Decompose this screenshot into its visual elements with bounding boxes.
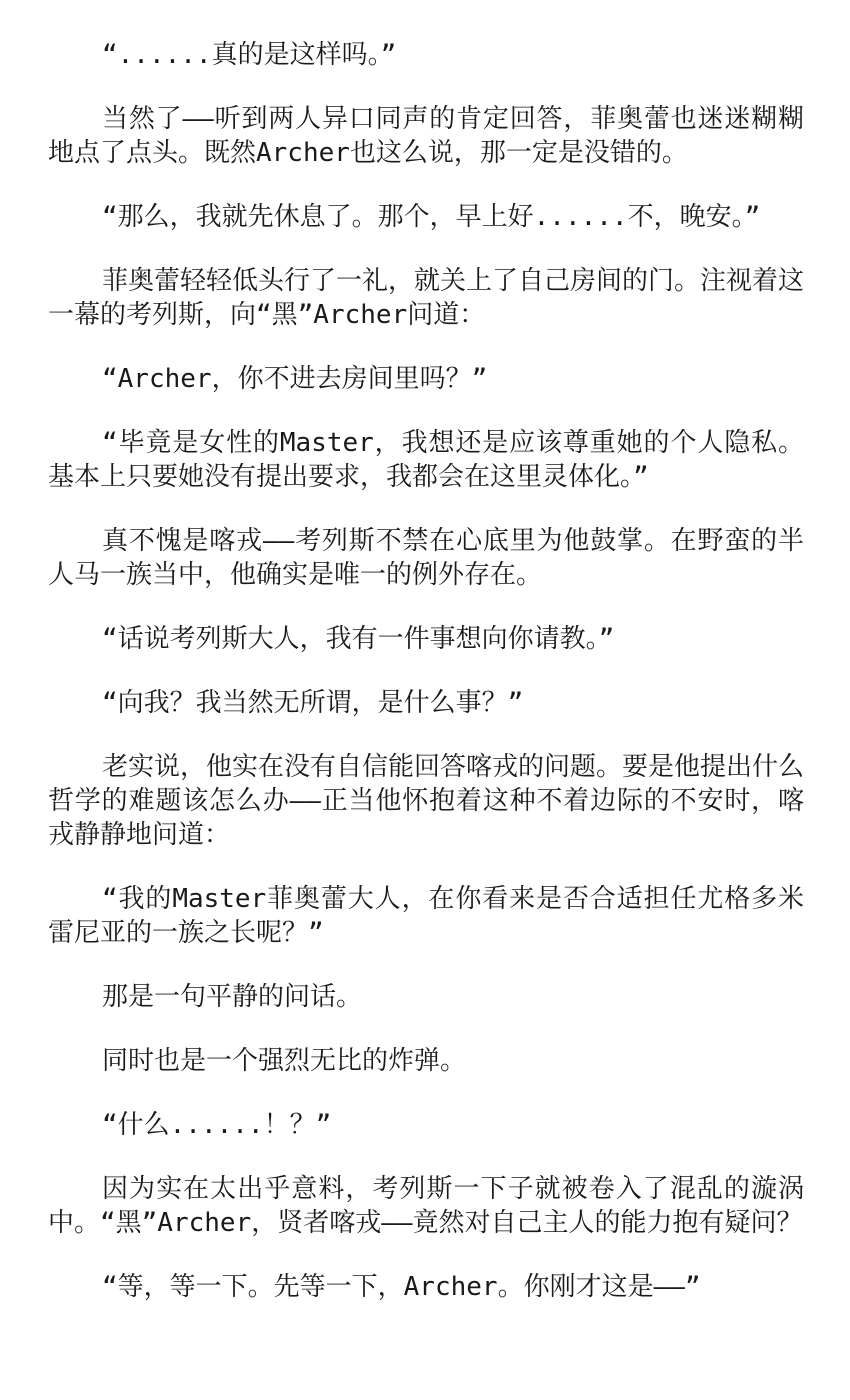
paragraph: “话说考列斯大人，我有一件事想向你请教。” — [102, 624, 615, 654]
paragraph: 真不愧是喀戎——考列斯不禁在心底里为他鼓掌。在野蛮的半人马一族当中，他确实是唯一的例外存在。 — [48, 526, 804, 590]
paragraph: 那是一句平静的问话。 — [102, 982, 363, 1012]
paragraph: 菲奥蕾轻轻低头行了一礼，就关上了自己房间的门。注视着这一幕的考列斯，向“黑”Archer问道： — [48, 266, 805, 330]
paragraph: 同时也是一个强烈无比的炸弹。 — [102, 1046, 467, 1076]
paragraph: “毕竟是女性的Master，我想还是应该尊重她的个人隐私。基本上只要她没有提出要求，我都会在这里灵体化。” — [48, 428, 804, 492]
paragraph: “Archer，你不进去房间里吗？” — [102, 364, 488, 394]
paragraph: 因为实在太出乎意料，考列斯一下子就被卷入了混乱的漩涡中。“黑”Archer，贤者喀戎——竟然对自己主人的能力抱有疑问？ — [48, 1174, 804, 1238]
paragraph: “等，等一下。先等一下，Archer。你刚才这是——” — [102, 1272, 701, 1302]
paragraph: “......真的是这样吗。” — [102, 40, 397, 70]
paragraph: 老实说，他实在没有自信能回答喀戎的问题。要是他提出什么哲学的难题该怎么办——正当他怀抱着这种不着边际的不安时，喀戎静静地问道： — [48, 752, 805, 850]
paragraph: “我的Master菲奥蕾大人，在你看来是否合适担任尤格多米雷尼亚的一族之长呢？” — [48, 884, 804, 948]
paragraph: “什么......！？” — [102, 1110, 332, 1140]
document-page — [48, 38, 804, 1334]
paragraph: “那么，我就先休息了。那个，早上好......不，晚安。” — [102, 202, 761, 232]
paragraph: “向我？我当然无所谓，是什么事？” — [102, 688, 524, 718]
paragraph: 当然了——听到两人异口同声的肯定回答，菲奥蕾也迷迷糊糊地点了点头。既然Archer也这么说，那一定是没错的。 — [48, 104, 804, 168]
